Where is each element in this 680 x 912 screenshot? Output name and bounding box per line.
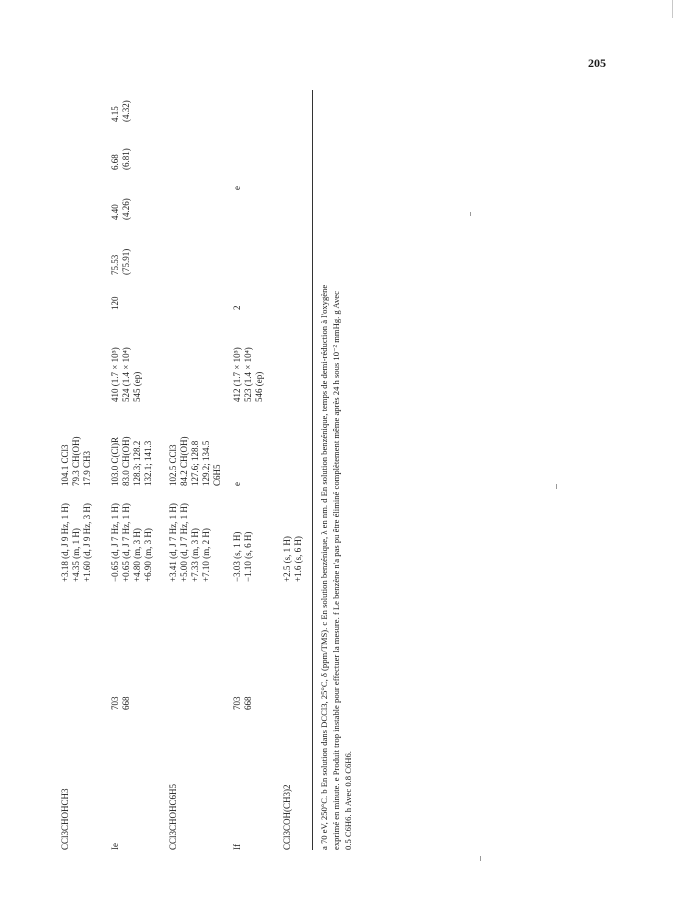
analysis-cl-cell: 6.68 (6.81)	[110, 148, 131, 170]
rotated-table	[60, 90, 360, 850]
mass-cell: 703 668	[232, 696, 253, 710]
time-cell: 120	[110, 296, 120, 310]
nmr-13c-cell: 102.5 CCl3 84.2 CH(OH) 127.6; 128.8 129.2; 134.5 C6H5	[168, 436, 222, 486]
compound-label: CCl3CHOHC6H5	[168, 783, 178, 850]
scan-edge-mark	[672, 0, 673, 18]
page-number: 205	[588, 56, 606, 70]
time-cell: 2	[232, 305, 242, 310]
scan-speck	[556, 484, 557, 489]
analysis-h-cell: e	[232, 186, 242, 190]
footnote-line: exprimé en minute. e Produit trop instable pour effectuer la mesure. f Le benzène n'a pas pu être éliminé complètement même après 24 h sous 10⁻² mmHg. g Avec	[331, 291, 341, 850]
nmr-1h-cell: −0.65 (d, J 7 Hz, 1 H) +0.65 (d, J 7 Hz, 1 H) +4.80 (m, 3 H) +6.90 (m, 3 H)	[110, 503, 153, 582]
nmr-13c-cell: e	[232, 482, 242, 486]
nmr-1h-cell: −3.03 (s, 1 H) −1.10 (s, 6 H)	[232, 531, 253, 582]
footnote-line: a 70 eV, 250°C. b En solution dans DCCl3, 25°C, δ (ppm/TMS). c En solution benzénique, λ en nm. d En solution benzénique, temps de demi-réduction à l'oxygène	[319, 284, 329, 850]
analysis-h-cell: 4.40 (4.26)	[110, 198, 131, 220]
compound-label: If	[232, 844, 242, 850]
compound-label: Ie	[110, 843, 120, 850]
uv-cell: 410 (1.7 × 10⁵) 524 (1.4 × 10⁴) 545 (ep)	[110, 347, 142, 402]
compound-label: CCl3COH(CH3)2	[282, 784, 292, 850]
scan-speck	[480, 856, 481, 861]
analysis-c-cell: 75.53 (75.91)	[110, 248, 131, 275]
nmr-1h-cell: +3.41 (d, J 7 Hz, 1 H) +5.00 (d, J 7 Hz, 1 H) +7.33 (m, 3 H) +7.10 (m, 2 H)	[168, 503, 211, 582]
nmr-13c-cell: 104.1 CCl3 79.3 CH(OH) 17.9 CH3	[60, 436, 92, 486]
nmr-1h-cell: +2.5 (s, 1 H) +1.6 (s, 6 H)	[282, 536, 303, 582]
table-bottom-rule	[312, 90, 313, 850]
mass-cell: 703 668	[110, 696, 131, 710]
nmr-1h-cell: +3.18 (d, J 9 Hz, 1 H) +4.35 (m, 1 H) +1.60 (d, J 9 Hz, 3 H)	[60, 503, 92, 582]
compound-label: CCl3CHOHCH3	[60, 788, 70, 850]
scan-speck	[470, 212, 471, 216]
analysis-n-cell: 4.15 (4.32)	[110, 100, 131, 122]
uv-cell: 412 (1.7 × 10⁵) 523 (1.4 × 10⁴) 546 (ep)	[232, 347, 264, 402]
footnote-line: 0.5 C6H6. h Avec 0.8 C6H6.	[343, 751, 353, 850]
nmr-13c-cell: 103.0 C(Cl)R 83.0 CH(OH) 128.3; 128.2 132.1; 141.3	[110, 436, 153, 486]
